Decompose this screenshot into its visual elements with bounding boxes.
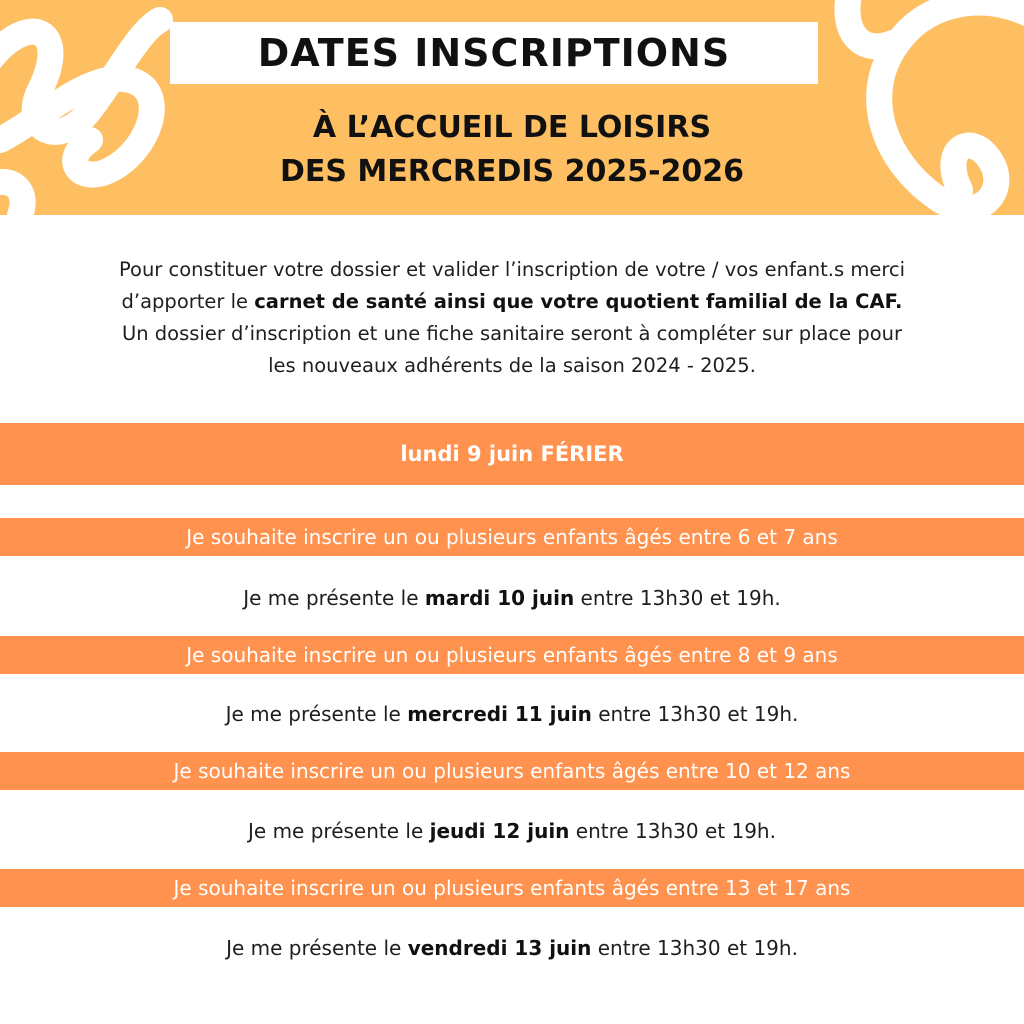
subtitle-line-2: DES MERCREDIS 2025-2026 (279, 154, 745, 189)
age-banner-13-17: Je souhaite inscrire un ou plusieurs enfants âgés entre 13 et 17 ans (0, 869, 1024, 907)
title-box (170, 22, 818, 84)
schedule-suffix: entre 13h30 et 19h. (574, 586, 781, 610)
age-banner-6-7: Je souhaite inscrire un ou plusieurs enfants âgés entre 6 et 7 ans (0, 518, 1024, 556)
intro-line-4: les nouveaux adhérents de la saison 2024 - 2025. (268, 354, 756, 377)
schedule-prefix: Je me présente le (243, 586, 425, 610)
schedule-line-2 (0, 702, 1024, 726)
schedule-prefix: Je me présente le (225, 702, 408, 726)
holiday-banner: lundi 9 juin FÉRIER (0, 423, 1024, 485)
schedule-day: mardi 10 juin (424, 586, 575, 610)
schedule-suffix: entre 13h30 et 19h. (569, 819, 776, 843)
schedule-line-3 (0, 819, 1024, 843)
age-banner-10-12: Je souhaite inscrire un ou plusieurs enfants âgés entre 10 et 12 ans (0, 752, 1024, 790)
intro-line-3: Un dossier d’inscription et une fiche sanitaire seront à compléter sur place pour (121, 322, 903, 345)
schedule-suffix: entre 13h30 et 19h. (591, 936, 798, 960)
schedule-suffix: entre 13h30 et 19h. (591, 702, 799, 726)
schedule-line-1 (0, 586, 1024, 610)
schedule-day: mercredi 11 juin (407, 702, 592, 726)
schedule-prefix: Je me présente le (248, 819, 430, 843)
intro-line-2-bold: carnet de santé ainsi que votre quotient familial de la CAF. (254, 290, 903, 313)
intro-line-1: Pour constituer votre dossier et valider l’inscription de votre / vos enfant.s merci (118, 258, 906, 281)
age-banner-8-9: Je souhaite inscrire un ou plusieurs enfants âgés entre 8 et 9 ans (0, 636, 1024, 674)
intro-line-2-text: d’apporter le (121, 290, 255, 313)
intro-line-2 (40, 286, 984, 318)
schedule-day: vendredi 13 juin (407, 936, 592, 960)
schedule-day: jeudi 12 juin (429, 819, 570, 843)
intro-paragraph (40, 254, 984, 382)
page-title: DATES INSCRIPTIONS (257, 31, 731, 75)
schedule-prefix: Je me présente le (226, 936, 408, 960)
header-banner (0, 0, 1024, 215)
swirl-right-top (847, 0, 900, 46)
schedule-line-4 (0, 936, 1024, 960)
subtitle-line-1: À L’ACCUEIL DE LOISIRS (312, 110, 712, 145)
